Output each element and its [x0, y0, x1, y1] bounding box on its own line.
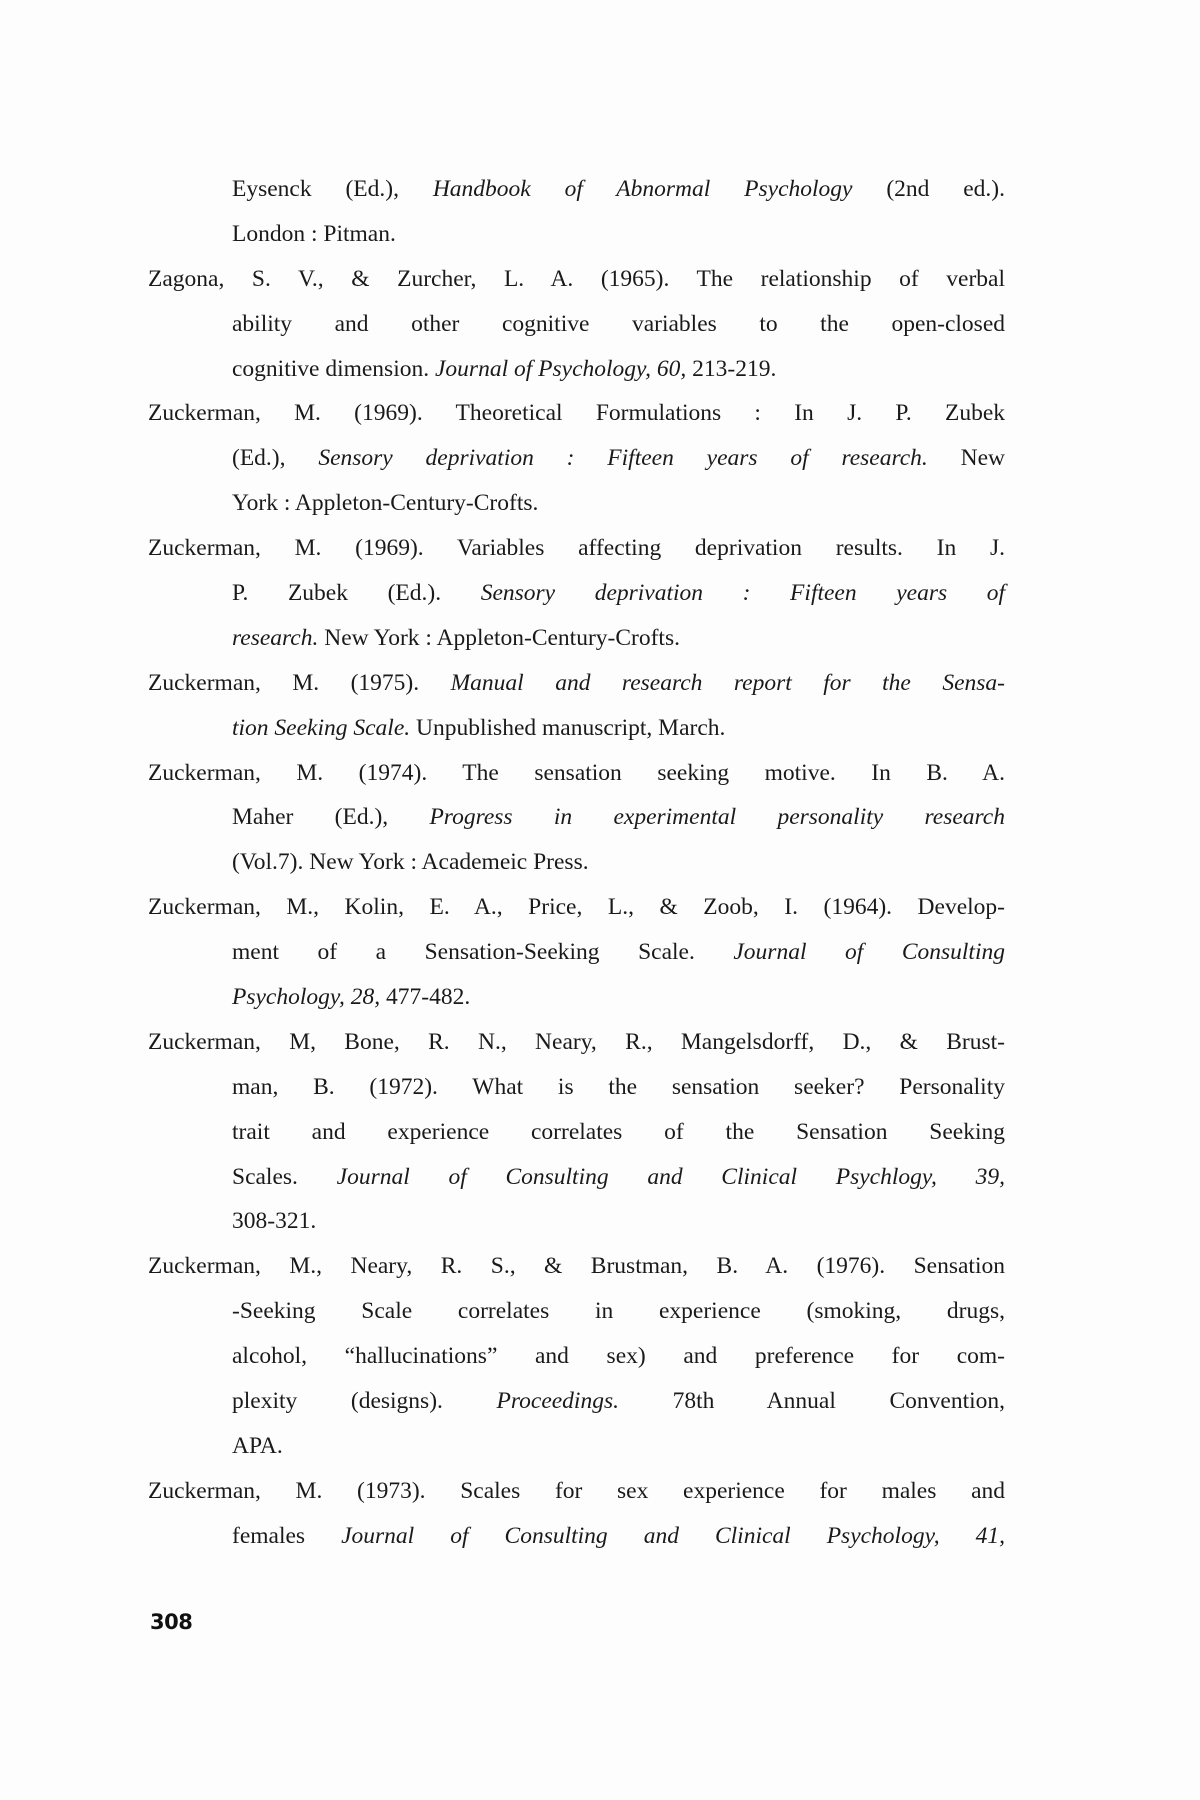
journal-title: Journal of Consulting and Clinical Psychlogy, 39, [336, 1163, 1005, 1190]
reference-text: 477-482. [380, 984, 471, 1011]
reference-line [148, 1379, 1005, 1424]
reference-line [148, 1065, 1005, 1110]
reference-line [148, 167, 1005, 212]
reference-text: Zuckerman, M., Kolin, E. A., Price, L., & Zoob, I. (1964). Develop- [148, 894, 1005, 921]
reference-line [148, 1244, 1005, 1289]
reference-text: 213-219. [686, 355, 777, 382]
reference-text: P. Zubek (Ed.). [232, 580, 481, 607]
reference-text: 78th Annual Convention, [618, 1388, 1006, 1415]
reference-text: New [927, 445, 1005, 472]
reference-line [148, 661, 1005, 706]
reference-line [148, 1199, 1005, 1244]
reference-line [148, 885, 1005, 930]
reference-line [148, 795, 1005, 840]
reference-text: (2nd ed.). [852, 176, 1006, 202]
book-title: Handbook of Abnormal Psychology [432, 176, 853, 202]
book-title: Sensory deprivation : Fifteen years of [480, 580, 1005, 607]
reference-entry-zuckerman-1975 [148, 661, 1005, 751]
reference-entry-eysenck-continuation [148, 167, 1005, 257]
reference-entry-zuckerman-1976 [148, 1244, 1005, 1468]
reference-text: APA. [232, 1432, 283, 1459]
journal-title: Journal of Consulting [733, 939, 1005, 966]
report-title: Manual and research report for the Sensa- [450, 669, 1005, 696]
reference-line [148, 1424, 1005, 1469]
reference-line [148, 706, 1005, 751]
reference-text: man, B. (1972). What is the sensation seeker? Personality [232, 1073, 1005, 1100]
reference-text: Zuckerman, M, Bone, R. N., Neary, R., Mangelsdorff, D., & Brust- [148, 1028, 1005, 1055]
reference-entry-zuckerman-1974 [148, 751, 1005, 886]
report-title: tion Seeking Scale. [232, 714, 411, 741]
reference-text: trait and experience correlates of the Sensation Seeking [232, 1118, 1005, 1145]
book-title: Sensory deprivation : Fifteen years of research. [318, 445, 928, 472]
reference-line [148, 302, 1005, 347]
reference-line [148, 436, 1005, 481]
reference-line [148, 257, 1005, 302]
reference-line [148, 571, 1005, 616]
reference-line [148, 212, 1005, 257]
page-number: 308 [150, 1610, 193, 1634]
reference-text: (Vol.7). New York : Academeic Press. [232, 849, 589, 876]
reference-line [148, 1514, 1005, 1559]
reference-text: York : Appleton-Century-Crofts. [232, 490, 539, 517]
reference-text: Zuckerman, M. (1973). Scales for sex experience for males and [148, 1477, 1005, 1504]
reference-text: ability and other cognitive variables to the open-closed [232, 310, 1005, 337]
reference-line [148, 1155, 1005, 1200]
reference-line [148, 391, 1005, 436]
reference-text: Zuckerman, M. (1969). Theoretical Formulations : In J. P. Zubek [148, 400, 1005, 427]
journal-title: Journal of Consulting and Clinical Psychology, 41, [341, 1522, 1005, 1549]
reference-entry-zuckerman-1964 [148, 885, 1005, 1020]
reference-text: Eysenck (Ed.), [232, 176, 433, 202]
reference-text: Zuckerman, M. (1975). [148, 669, 451, 696]
reference-line [148, 526, 1005, 571]
reference-text: Scales. [232, 1163, 337, 1190]
reference-line [148, 1020, 1005, 1065]
reference-line [148, 1110, 1005, 1155]
reference-text: London : Pitman. [232, 220, 396, 247]
reference-line [148, 1469, 1005, 1514]
reference-text: Zuckerman, M. (1969). Variables affecting deprivation results. In J. [148, 535, 1005, 562]
reference-entry-zuckerman-1972 [148, 1020, 1005, 1244]
reference-text: Zuckerman, M., Neary, R. S., & Brustman, B. A. (1976). Sensation [148, 1253, 1005, 1280]
reference-text: Zuckerman, M. (1974). The sensation seeking motive. In B. A. [148, 759, 1005, 786]
reference-text: (Ed.), [232, 445, 319, 472]
reference-text: Maher (Ed.), [232, 804, 430, 831]
journal-title: Psychology, 28, [232, 984, 381, 1011]
reference-entry-zuckerman-1969b [148, 526, 1005, 661]
proceedings-title: Proceedings. [496, 1388, 619, 1415]
reference-text: 308-321. [232, 1208, 317, 1235]
reference-text: Unpublished manuscript, March. [410, 714, 726, 741]
reference-line [148, 481, 1005, 526]
reference-line [148, 930, 1005, 975]
journal-title: Journal of Psychology, 60, [435, 355, 687, 382]
reference-text: Zagona, S. V., & Zurcher, L. A. (1965). The relationship of verbal [148, 265, 1005, 292]
reference-line [148, 1289, 1005, 1334]
reference-text: -Seeking Scale correlates in experience (smoking, drugs, [232, 1298, 1005, 1325]
reference-list [148, 167, 1005, 1559]
reference-line [148, 1334, 1005, 1379]
reference-text: plexity (designs). [232, 1388, 497, 1415]
reference-text: New York : Appleton-Century-Crofts. [318, 624, 680, 651]
reference-entry-zuckerman-1973 [148, 1469, 1005, 1559]
book-title: Progress in experimental personality research [429, 804, 1005, 831]
book-title: research. [232, 624, 319, 651]
reference-text: ment of a Sensation-Seeking Scale. [232, 939, 734, 966]
reference-line [148, 347, 1005, 392]
reference-line [148, 840, 1005, 885]
reference-entry-zagona-1965 [148, 257, 1005, 392]
reference-text: cognitive dimension. [232, 355, 435, 382]
reference-line [148, 751, 1005, 796]
reference-entry-zuckerman-1969a [148, 391, 1005, 526]
reference-line [148, 616, 1005, 661]
reference-text: alcohol, “hallucinations” and sex) and preference for com- [232, 1343, 1005, 1370]
reference-text: females [232, 1522, 342, 1549]
reference-line [148, 975, 1005, 1020]
